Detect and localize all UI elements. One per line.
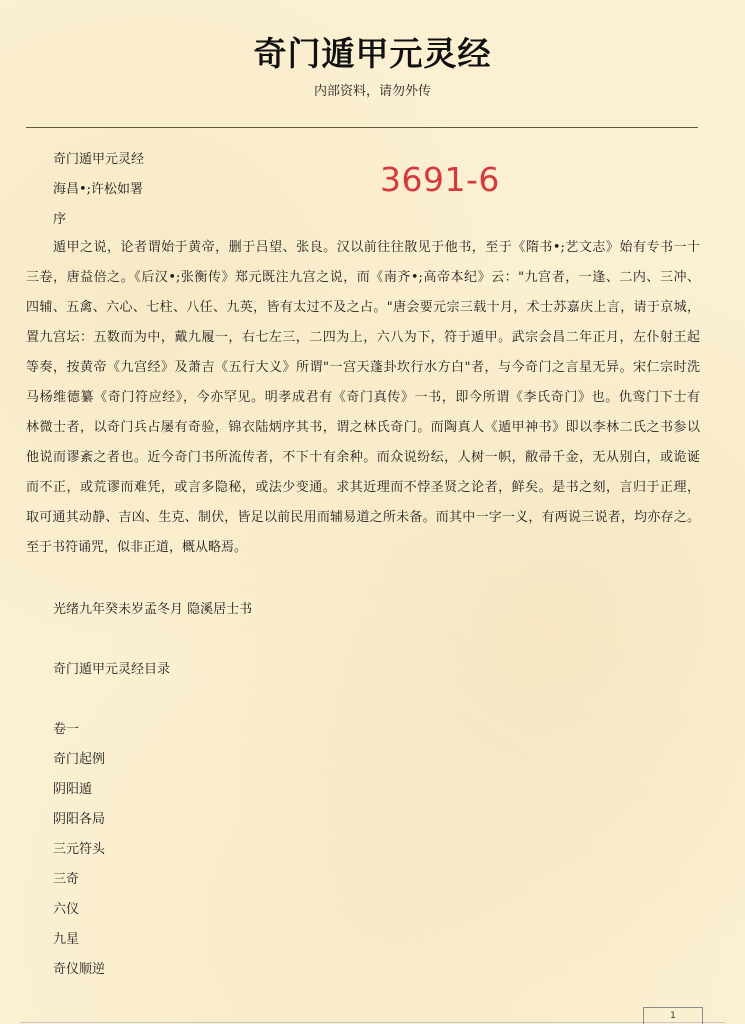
toc-heading: 奇门遁甲元灵经目录 [53, 662, 171, 677]
page-subtitle: 内部资料，请勿外传 [313, 84, 431, 99]
preface-signature: 光绪九年癸未岁孟冬月 隐溪居士书 [53, 602, 253, 617]
preface-line: 四辅、五禽、六心、七柱、八任、九英，皆有太过不及之占。"唐会要元宗三载十月，术士苏嘉庆上言，请于京城， [26, 300, 700, 315]
toc-item: 奇门起例 [53, 752, 106, 767]
toc-item: 阴阳遁 [53, 782, 93, 797]
preface-line: 他说而谬紊之者也。近今奇门书所流传者，不下十有余种。而众说纷纭，人树一帜，敝帚千金，无从别白，或诡诞 [26, 450, 700, 465]
preface-line: 等奏，按黄帝《九宫经》及萧吉《五行大义》所谓"一宫天蓬卦坎行水方白"者，与今奇门之言星无异。宋仁宗时洗 [26, 360, 700, 375]
page-title: 奇门遁甲元灵经 [253, 34, 492, 73]
preface-line: 而不正，或荒谬而难凭，或言多隐秘，或法少变通。求其近理而不悖圣贤之论者，鲜矣。是书之刻，言归于正理， [26, 480, 700, 495]
preface-line: 遁甲之说，论者谓始于黄帝，删于吕望、张良。汉以前往往散见于他书，至于《隋书•;艺文志》始有专书一十 [53, 240, 700, 255]
preface-line: 马杨维德纂《奇门符应经》，今亦罕见。明孝成君有《奇门真传》一书，即今所谓《李氏奇门》也。仇鸾门下士有 [26, 390, 700, 405]
preface-line: 至于书符诵咒，似非正道，概从略焉。 [26, 540, 248, 555]
toc-item: 九星 [53, 932, 80, 947]
toc-item: 卷一 [53, 722, 80, 737]
author-line: 海昌•;许松如署 [53, 182, 144, 197]
catalog-number-stamp: 3691-6 [380, 160, 500, 199]
footer-divider [20, 1022, 725, 1023]
book-title-line: 奇门遁甲元灵经 [53, 152, 145, 167]
page-number: 1 [643, 1007, 703, 1024]
toc-item: 阴阳各局 [53, 812, 106, 827]
preface-line: 置九宫坛：五数而为中，戴九履一，右七左三，二四为上，六八为下，符于遁甲。武宗会昌二年正月，左仆射王起 [26, 330, 700, 345]
toc-item: 三奇 [53, 872, 80, 887]
toc-item: 三元符头 [53, 842, 106, 857]
toc-item: 六仪 [53, 902, 80, 917]
preface-line: 取可通其动静、吉凶、生克、制伏，皆足以前民用而辅易道之所未备。而其中一字一义，有两说三说者，均亦存之。 [26, 510, 700, 525]
preface-line: 林微士者，以奇门兵占屡有奇验，锦衣陆炳序其书，谓之林氏奇门。而陶真人《遁甲神书》即以李林二氏之书参以 [26, 420, 700, 435]
preface-line: 三卷，唐益倍之。《后汉•;张衡传》郑元既注九宫之说，而《南齐•;高帝本纪》云："九宫者，一逢、二内、三冲、 [26, 270, 700, 285]
header-divider [26, 127, 698, 128]
preface-heading: 序 [53, 212, 67, 227]
toc-item: 奇仪顺逆 [53, 962, 106, 977]
